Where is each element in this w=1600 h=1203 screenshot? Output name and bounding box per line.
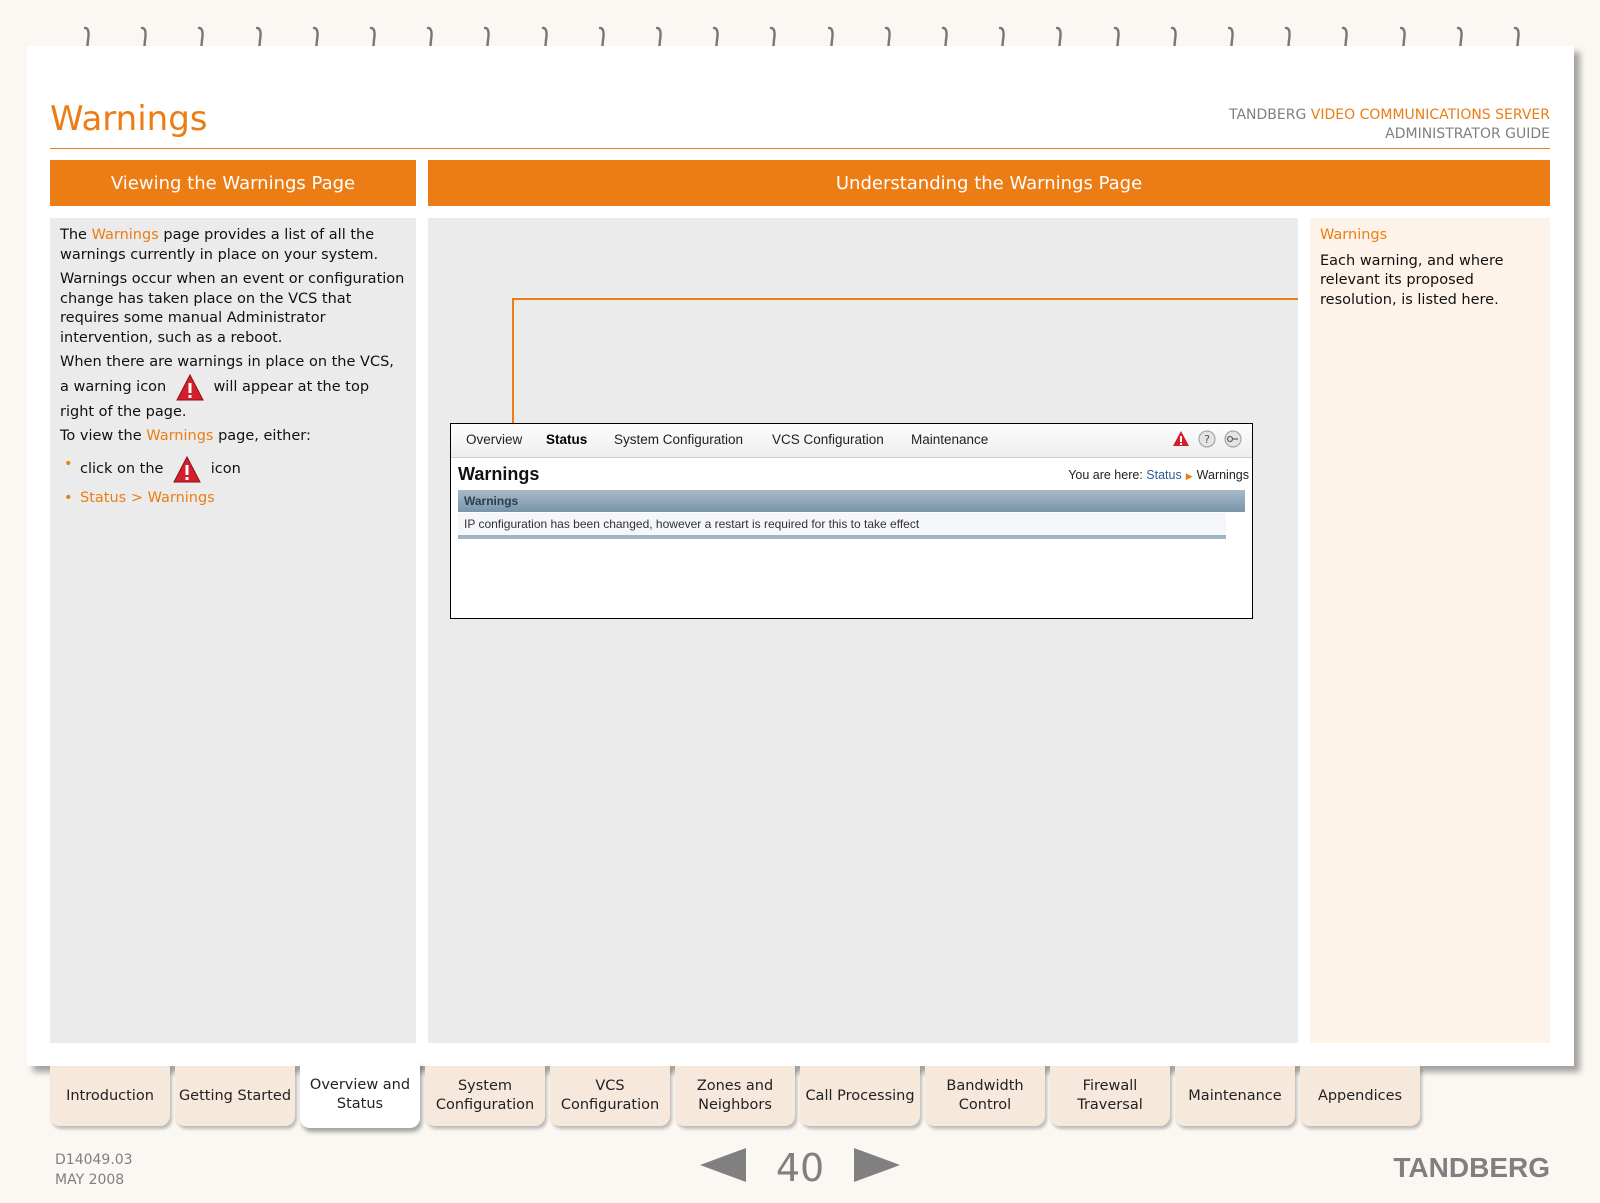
- warning-icon[interactable]: [1172, 430, 1190, 448]
- text-run: click on the: [80, 460, 164, 477]
- list-item: [60, 455, 406, 485]
- section-heading-right: Understanding the Warnings Page: [428, 160, 1550, 206]
- tab-appendices[interactable]: Appendices: [1300, 1066, 1420, 1126]
- crumb-status-link[interactable]: Status: [1146, 468, 1182, 482]
- section-heading-left: Viewing the Warnings Page: [50, 160, 416, 206]
- text-run: When there are warnings in place on the VCS, a warning icon: [60, 354, 394, 395]
- text-run: page provides a list of all the warnings currently in place on your system.: [60, 227, 379, 263]
- nav-maintenance[interactable]: Maintenance: [911, 432, 989, 447]
- page-number: 40: [775, 1146, 825, 1190]
- nav-vcs-configuration[interactable]: VCS Configuration: [772, 432, 884, 447]
- tab-maintenance[interactable]: Maintenance: [1175, 1066, 1295, 1126]
- warning-icon: [172, 455, 202, 485]
- screenshot-breadcrumb: [1068, 468, 1249, 482]
- view-options-list: [60, 455, 406, 509]
- tab-bandwidth-control[interactable]: Bandwidth Control: [925, 1066, 1045, 1126]
- paragraph-view: [60, 427, 406, 447]
- screenshot-heading: Warnings: [458, 464, 540, 484]
- tandberg-logo: TANDBERG: [1393, 1152, 1550, 1183]
- table-row: IP configuration has been changed, however a restart is required for this to take effect: [458, 513, 1226, 535]
- note-title: Warnings: [1320, 227, 1388, 243]
- notes-panel: [1310, 218, 1550, 1043]
- callout-line-horizontal: [512, 298, 1298, 300]
- brand-prefix: TANDBERG: [1228, 107, 1307, 123]
- help-icon[interactable]: [1198, 430, 1216, 448]
- warnings-table-header: Warnings: [458, 490, 1245, 512]
- text-run: icon: [210, 460, 241, 477]
- ui-screenshot: [450, 423, 1253, 619]
- paragraph-intro: [60, 226, 406, 265]
- doc-number: D14049.03: [55, 1152, 133, 1168]
- tab-overview-and-status[interactable]: Overview and Status: [300, 1062, 420, 1128]
- warning-icon: [175, 373, 205, 403]
- paragraph-occur: Warnings occur when an event or configuration change has taken place on the VCS that requires some manual Administrator intervention, such as a reboot.: [60, 271, 405, 346]
- next-page-icon[interactable]: [854, 1148, 900, 1182]
- pager: [700, 1146, 900, 1190]
- tab-firewall-traversal[interactable]: Firewall Traversal: [1050, 1066, 1170, 1126]
- status-warnings-link[interactable]: • Status > Warnings: [60, 489, 406, 509]
- paragraph-icon: [60, 353, 406, 422]
- header-rule: [50, 148, 1550, 149]
- document-id: [55, 1150, 133, 1190]
- doc-date: MAY 2008: [55, 1172, 125, 1188]
- screenshot-nav-bar: [451, 424, 1252, 458]
- text-run: The: [60, 227, 87, 243]
- tab-introduction[interactable]: Introduction: [50, 1066, 170, 1126]
- tab-system-configuration[interactable]: System Configuration: [425, 1066, 545, 1126]
- tab-zones-and-neighbors[interactable]: Zones and Neighbors: [675, 1066, 795, 1126]
- warnings-link[interactable]: Warnings: [91, 227, 159, 243]
- brand-header: [1229, 106, 1550, 144]
- tab-getting-started[interactable]: Getting Started: [175, 1066, 295, 1126]
- svg-text:?: ?: [1204, 433, 1210, 446]
- nav-system-configuration[interactable]: System Configuration: [614, 432, 744, 447]
- logout-icon[interactable]: [1224, 430, 1242, 448]
- note-body: Each warning, and where relevant its proposed resolution, is listed here.: [1320, 252, 1504, 308]
- text-run: will appear at the top right of the page.: [60, 378, 370, 420]
- screenshot-panel: [428, 218, 1298, 1043]
- crumb-prefix: You are here:: [1068, 468, 1143, 482]
- tab-call-processing[interactable]: Call Processing: [800, 1066, 920, 1126]
- crumb-arrow-icon: ▶: [1185, 471, 1193, 481]
- warnings-link-2[interactable]: Warnings: [146, 428, 214, 444]
- previous-page-icon[interactable]: [700, 1148, 746, 1182]
- screenshot-toolbar-icons: [1172, 430, 1242, 448]
- nav-status[interactable]: Status: [546, 432, 588, 447]
- nav-overview[interactable]: Overview: [466, 432, 523, 447]
- brand-subtitle: ADMINISTRATOR GUIDE: [1385, 126, 1550, 142]
- page-title: Warnings: [50, 99, 208, 139]
- text-run: To view the: [60, 428, 142, 444]
- tab-vcs-configuration[interactable]: VCS Configuration: [550, 1066, 670, 1126]
- crumb-current: Warnings: [1196, 468, 1249, 482]
- brand-accent: VIDEO COMMUNICATIONS SERVER: [1310, 107, 1550, 123]
- text-run: page, either:: [218, 428, 311, 444]
- table-footer-line: [458, 535, 1226, 539]
- left-panel: [50, 218, 416, 1043]
